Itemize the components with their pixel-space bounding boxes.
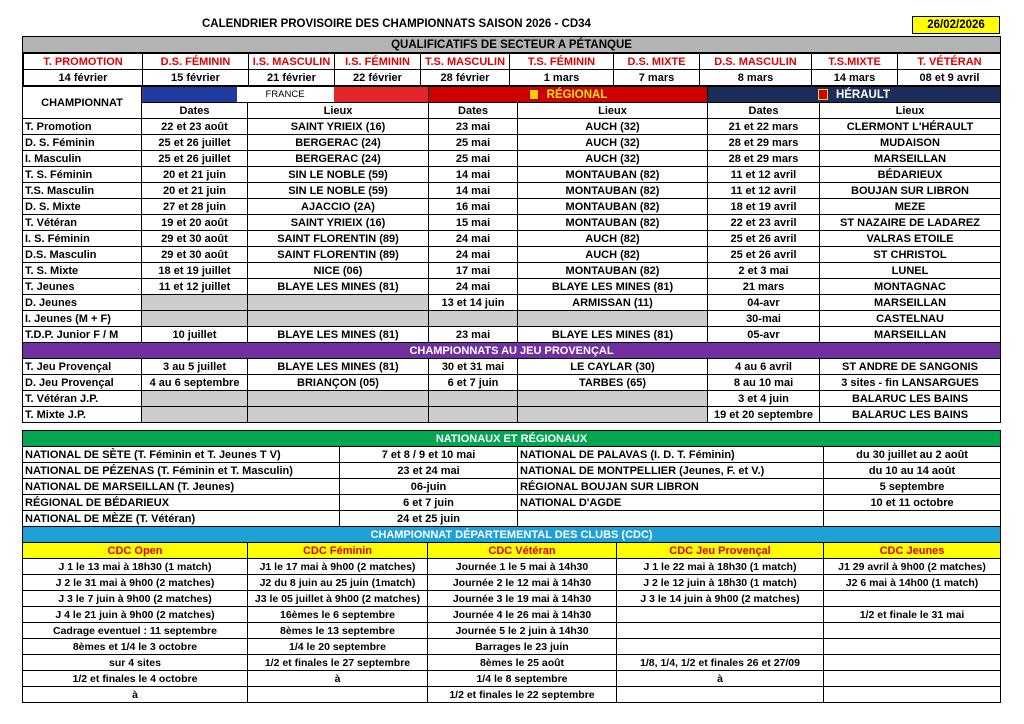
table-row — [23, 183, 1001, 199]
row-label: D. Jeu Provençal — [23, 375, 142, 391]
cdc-cell — [824, 671, 1001, 687]
cdc-cell: Journée 2 le 12 mai à 14h30 — [428, 575, 617, 591]
qualif-label: D.S. MASCULIN — [700, 54, 812, 70]
row-cell: 22 et 23 avril — [708, 215, 820, 231]
row-cell: CLERMONT L'HÉRAULT — [820, 119, 1001, 135]
row-cell: 25 mai — [429, 151, 518, 167]
row-cell: 20 et 21 juin — [142, 167, 248, 183]
row-cell: BLAYE LES MINES (81) — [518, 327, 708, 343]
row-cell: SIN LE NOBLE (59) — [248, 183, 429, 199]
row-label: I. Masculin — [23, 151, 142, 167]
cdc-table — [22, 526, 1001, 703]
cdc-cell: J 4 le 21 juin à 9h00 (2 matches) — [23, 607, 248, 623]
row-cell: 3 sites - fin LANSARGUES — [820, 375, 1001, 391]
row-cell: MUDAISON — [820, 135, 1001, 151]
cdc-cell: J3 le 05 juillet à 9h00 (2 matches) — [248, 591, 428, 607]
qualif-date: 08 et 9 avril — [898, 70, 1001, 86]
cdc-cell: 8èmes et 1/4 le 3 octobre — [23, 639, 248, 655]
row-cell: 13 et 14 juin — [429, 295, 518, 311]
date-badge: 26/02/2026 — [912, 16, 1000, 34]
row-cell — [142, 311, 248, 327]
provencal-title: CHAMPIONNATS AU JEU PROVENÇAL — [23, 343, 1001, 359]
row-cell: SAINT YRIEIX (16) — [248, 119, 429, 135]
table-row — [23, 495, 1001, 511]
row-cell: 21 mars — [708, 279, 820, 295]
cdc-cell: sur 4 sites — [23, 655, 248, 671]
nationaux-cell: NATIONAL DE PÉZENAS (T. Féminin et T. Masculin) — [23, 463, 340, 479]
qualif-date: 1 mars — [510, 70, 614, 86]
row-cell: SAINT FLORENTIN (89) — [248, 247, 429, 263]
row-cell — [248, 311, 429, 327]
row-label: T. Vétéran J.P. — [23, 391, 142, 407]
row-cell: SAINT YRIEIX (16) — [248, 215, 429, 231]
row-cell: AUCH (82) — [518, 231, 708, 247]
cdc-cell: 1/8, 1/4, 1/2 et finales 26 et 27/09 — [617, 655, 824, 671]
row-label: T. Jeu Provençal — [23, 359, 142, 375]
cdc-cell: Cadrage eventuel : 11 septembre — [23, 623, 248, 639]
nationaux-cell: 10 et 11 octobre — [824, 495, 1001, 511]
row-cell: ARMISSAN (11) — [518, 295, 708, 311]
row-cell: 25 et 26 avril — [708, 231, 820, 247]
table-row — [23, 559, 1001, 575]
cdc-cell: Barrages le 23 juin — [428, 639, 617, 655]
nationaux-title: NATIONAUX ET RÉGIONAUX — [23, 431, 1001, 447]
france-header — [142, 87, 429, 103]
nationaux-cell — [824, 511, 1001, 527]
qualif-date: 22 février — [335, 70, 421, 86]
row-cell — [518, 311, 708, 327]
row-cell: SAINT FLORENTIN (89) — [248, 231, 429, 247]
qualif-title: QUALIFICATIFS DE SECTEUR A PÉTANQUE — [23, 37, 1001, 53]
nationaux-cell: du 10 au 14 août — [824, 463, 1001, 479]
row-cell: 3 au 5 juillet — [142, 359, 248, 375]
cdc-cell: J 1 le 13 mai à 18h30 (1 match) — [23, 559, 248, 575]
col-france-dates: Dates — [142, 103, 248, 119]
row-cell: BRIANÇON (05) — [248, 375, 429, 391]
row-cell: AUCH (32) — [518, 119, 708, 135]
qualif-date: 21 février — [249, 70, 335, 86]
cdc-header: CDC Jeu Provençal — [617, 543, 824, 559]
cdc-cell: J 2 le 31 mai à 9h00 (2 matches) — [23, 575, 248, 591]
row-cell: 24 mai — [429, 247, 518, 263]
championnat-label: CHAMPIONNAT — [23, 87, 142, 119]
row-cell: SIN LE NOBLE (59) — [248, 167, 429, 183]
table-row — [23, 279, 1001, 295]
cdc-cell — [824, 623, 1001, 639]
cdc-cell: J 3 le 7 juin à 9h00 (2 matches) — [23, 591, 248, 607]
occitanie-emblem-icon — [529, 89, 539, 100]
row-cell: MONTAUBAN (82) — [518, 199, 708, 215]
nationaux-cell: 23 et 24 mai — [340, 463, 518, 479]
col-herault-lieux: Lieux — [820, 103, 1001, 119]
qualif-strip — [23, 53, 1001, 87]
row-cell: BLAYE LES MINES (81) — [248, 279, 429, 295]
page-title: CALENDRIER PROVISOIRE DES CHAMPIONNATS SAISON 2026 - CD34 — [202, 18, 591, 30]
cdc-cell — [617, 607, 824, 623]
col-regional-lieux: Lieux — [518, 103, 708, 119]
qualif-label: T.S. MASCULIN — [421, 54, 510, 70]
row-cell: BLAYE LES MINES (81) — [518, 279, 708, 295]
cdc-cell: 1/4 le 8 septembre — [428, 671, 617, 687]
table-row — [23, 671, 1001, 687]
row-cell: BÉDARIEUX — [820, 167, 1001, 183]
row-label: I. Jeunes (M + F) — [23, 311, 142, 327]
cdc-header: CDC Féminin — [248, 543, 428, 559]
table-row — [23, 199, 1001, 215]
cdc-cell: J 1 le 22 mai à 18h30 (1 match) — [617, 559, 824, 575]
cdc-cell: 1/4 le 20 septembre — [248, 639, 428, 655]
row-cell — [518, 391, 708, 407]
row-cell: 8 au 10 mai — [708, 375, 820, 391]
cdc-cell — [824, 591, 1001, 607]
row-cell: 23 mai — [429, 327, 518, 343]
nationaux-cell: 06-juin — [340, 479, 518, 495]
row-cell — [248, 407, 429, 423]
qualif-label: I.S. MASCULIN — [249, 54, 335, 70]
row-cell: 30 et 31 mai — [429, 359, 518, 375]
cdc-cell — [824, 655, 1001, 671]
nationaux-cell: RÉGIONAL DE BÉDARIEUX — [23, 495, 340, 511]
row-cell: 24 mai — [429, 279, 518, 295]
row-label: I. S. Féminin — [23, 231, 142, 247]
row-label: T. Promotion — [23, 119, 142, 135]
row-cell — [248, 295, 429, 311]
table-row — [23, 215, 1001, 231]
nationaux-cell: NATIONAL DE MONTPELLIER (Jeunes, F. et V.) — [518, 463, 824, 479]
row-cell: 2 et 3 mai — [708, 263, 820, 279]
row-cell — [142, 391, 248, 407]
cdc-cell: J 2 le 12 juin à 18h30 (1 match) — [617, 575, 824, 591]
row-cell: AUCH (32) — [518, 151, 708, 167]
row-cell — [429, 391, 518, 407]
cdc-cell — [248, 687, 428, 703]
nationaux-cell — [518, 511, 824, 527]
row-cell: 17 mai — [429, 263, 518, 279]
regional-header — [429, 87, 708, 103]
row-cell: 14 mai — [429, 183, 518, 199]
table-row — [23, 263, 1001, 279]
row-cell — [142, 407, 248, 423]
row-cell: BOUJAN SUR LIBRON — [820, 183, 1001, 199]
row-cell: 22 et 23 août — [142, 119, 248, 135]
table-row — [23, 167, 1001, 183]
nationaux-cell: 5 septembre — [824, 479, 1001, 495]
cdc-cell: à — [248, 671, 428, 687]
qualif-date: 7 mars — [614, 70, 700, 86]
nationaux-table — [22, 430, 1001, 527]
qualif-label: I.S. FÉMININ — [335, 54, 421, 70]
table-row — [23, 511, 1001, 527]
nationaux-cell: NATIONAL D'AGDE — [518, 495, 824, 511]
nationaux-cell: du 30 juillet au 2 août — [824, 447, 1001, 463]
row-cell: 05-avr — [708, 327, 820, 343]
cdc-cell: Journée 5 le 2 juin à 14h30 — [428, 623, 617, 639]
row-label: T.D.P. Junior F / M — [23, 327, 142, 343]
row-cell: MARSEILLAN — [820, 295, 1001, 311]
row-cell: 19 et 20 août — [142, 215, 248, 231]
cdc-cell: 8èmes le 25 août — [428, 655, 617, 671]
row-label: T. Vétéran — [23, 215, 142, 231]
row-cell: 24 mai — [429, 231, 518, 247]
cdc-cell: à — [23, 687, 248, 703]
row-cell: MONTAUBAN (82) — [518, 215, 708, 231]
qualif-label: T.S. FÉMININ — [510, 54, 614, 70]
row-cell: LE CAYLAR (30) — [518, 359, 708, 375]
table-row — [23, 327, 1001, 343]
row-cell: 20 et 21 juin — [142, 183, 248, 199]
row-cell: CASTELNAU — [820, 311, 1001, 327]
cdc-cell: J1 le 17 mai à 9h00 (2 matches) — [248, 559, 428, 575]
row-cell: 25 et 26 juillet — [142, 135, 248, 151]
row-cell: 28 et 29 mars — [708, 135, 820, 151]
row-cell: 4 au 6 avril — [708, 359, 820, 375]
row-cell: 28 et 29 mars — [708, 151, 820, 167]
row-cell: ST ANDRE DE SANGONIS — [820, 359, 1001, 375]
row-cell: MONTAUBAN (82) — [518, 167, 708, 183]
row-cell: 25 mai — [429, 135, 518, 151]
table-row — [23, 575, 1001, 591]
qualif-label: D.S. MIXTE — [614, 54, 700, 70]
cdc-cell: Journée 1 le 5 mai à 14h30 — [428, 559, 617, 575]
row-cell: 29 et 30 août — [142, 231, 248, 247]
cdc-cell: Journée 3 le 19 mai à 14h30 — [428, 591, 617, 607]
regional-label: RÉGIONAL — [546, 88, 608, 101]
table-row — [23, 231, 1001, 247]
cdc-cell: J1 29 avril à 9h00 (2 matches) — [824, 559, 1001, 575]
row-cell: 23 mai — [429, 119, 518, 135]
row-cell: 10 juillet — [142, 327, 248, 343]
row-label: D.S. Masculin — [23, 247, 142, 263]
nationaux-cell: NATIONAL DE SÈTE (T. Féminin et T. Jeunes T V) — [23, 447, 340, 463]
cdc-cell: J2 6 mai à 14h00 (1 match) — [824, 575, 1001, 591]
row-cell: AJACCIO (2A) — [248, 199, 429, 215]
table-row — [23, 591, 1001, 607]
cdc-cell — [824, 687, 1001, 703]
header — [22, 16, 1000, 34]
qualif-date: 14 février — [24, 70, 143, 86]
row-label: T.S. Masculin — [23, 183, 142, 199]
table-row — [23, 479, 1001, 495]
table-row — [23, 391, 1001, 407]
france-label: FRANCE — [245, 89, 324, 100]
row-cell: MONTAGNAC — [820, 279, 1001, 295]
table-row — [23, 375, 1001, 391]
row-cell: 21 et 22 mars — [708, 119, 820, 135]
col-france-lieux: Lieux — [248, 103, 429, 119]
herault-header — [708, 87, 1001, 103]
nationaux-cell: NATIONAL DE MARSEILLAN (T. Jeunes) — [23, 479, 340, 495]
cdc-header: CDC Open — [23, 543, 248, 559]
row-cell: 25 et 26 avril — [708, 247, 820, 263]
cdc-cell: 1/2 et finales le 4 octobre — [23, 671, 248, 687]
row-cell: 30-mai — [708, 311, 820, 327]
table-row — [23, 623, 1001, 639]
row-cell: 19 et 20 septembre — [708, 407, 820, 423]
nationaux-cell: NATIONAL DE MÈZE (T. Vétéran) — [23, 511, 340, 527]
cdc-cell: Journée 4 le 26 mai à 14h30 — [428, 607, 617, 623]
herault-emblem-icon — [818, 89, 828, 100]
table-row — [23, 407, 1001, 423]
row-cell: BLAYE LES MINES (81) — [248, 359, 429, 375]
row-cell: 18 et 19 avril — [708, 199, 820, 215]
herault-label: HÉRAULT — [835, 88, 891, 101]
cdc-header: CDC Vétéran — [428, 543, 617, 559]
row-cell — [142, 295, 248, 311]
cdc-cell — [617, 639, 824, 655]
row-cell: BERGERAC (24) — [248, 151, 429, 167]
qualif-label: T. VÉTÉRAN — [898, 54, 1001, 70]
cdc-cell — [617, 687, 824, 703]
table-row — [23, 311, 1001, 327]
table-row — [23, 295, 1001, 311]
cdc-header: CDC Jeunes — [824, 543, 1001, 559]
table-row — [23, 463, 1001, 479]
table-row — [23, 655, 1001, 671]
row-cell: ST CHRISTOL — [820, 247, 1001, 263]
row-cell: LUNEL — [820, 263, 1001, 279]
row-label: T. Jeunes — [23, 279, 142, 295]
row-cell: 11 et 12 juillet — [142, 279, 248, 295]
row-label: D. S. Mixte — [23, 199, 142, 215]
qualif-label: T. PROMOTION — [24, 54, 143, 70]
row-cell: BERGERAC (24) — [248, 135, 429, 151]
row-cell: BALARUC LES BAINS — [820, 407, 1001, 423]
row-cell — [518, 407, 708, 423]
row-cell: 18 et 19 juillet — [142, 263, 248, 279]
row-cell: VALRAS ETOILE — [820, 231, 1001, 247]
nationaux-cell: 7 et 8 / 9 et 10 mai — [340, 447, 518, 463]
row-cell: 3 et 4 juin — [708, 391, 820, 407]
row-label: T. S. Féminin — [23, 167, 142, 183]
nationaux-cell: NATIONAL DE PALAVAS (I. D. T. Féminin) — [518, 447, 824, 463]
row-cell: ST NAZAIRE DE LADAREZ — [820, 215, 1001, 231]
table-row — [23, 119, 1001, 135]
cdc-cell: J 3 le 14 juin à 9h00 (2 matches) — [617, 591, 824, 607]
cdc-title: CHAMPIONNAT DÉPARTEMENTAL DES CLUBS (CDC) — [23, 527, 1001, 543]
row-label: T. S. Mixte — [23, 263, 142, 279]
row-cell: 14 mai — [429, 167, 518, 183]
table-row — [23, 135, 1001, 151]
table-row — [23, 639, 1001, 655]
championships-table — [22, 36, 1001, 423]
table-row — [23, 151, 1001, 167]
col-herault-dates: Dates — [708, 103, 820, 119]
row-cell: NICE (06) — [248, 263, 429, 279]
row-cell — [248, 391, 429, 407]
qualif-date: 28 février — [421, 70, 510, 86]
qualif-date: 14 mars — [812, 70, 898, 86]
cdc-cell: à — [617, 671, 824, 687]
cdc-cell: 1/2 et finales le 27 septembre — [248, 655, 428, 671]
table-row — [23, 359, 1001, 375]
row-cell: MARSEILLAN — [820, 151, 1001, 167]
row-cell: 11 et 12 avril — [708, 183, 820, 199]
row-cell: MARSEILLAN — [820, 327, 1001, 343]
row-cell: 16 mai — [429, 199, 518, 215]
cdc-cell — [617, 623, 824, 639]
cdc-cell: 16èmes le 6 septembre — [248, 607, 428, 623]
row-cell: BALARUC LES BAINS — [820, 391, 1001, 407]
nationaux-cell: 24 et 25 juin — [340, 511, 518, 527]
qualif-date: 8 mars — [700, 70, 812, 86]
row-cell: MEZE — [820, 199, 1001, 215]
row-cell: 6 et 7 juin — [429, 375, 518, 391]
row-cell: 25 et 26 juillet — [142, 151, 248, 167]
row-cell — [429, 407, 518, 423]
qualif-label: T.S.MIXTE — [812, 54, 898, 70]
table-row — [23, 247, 1001, 263]
row-cell: AUCH (32) — [518, 135, 708, 151]
row-cell: MONTAUBAN (82) — [518, 183, 708, 199]
row-label: T. Mixte J.P. — [23, 407, 142, 423]
cdc-cell: 1/2 et finale le 31 mai — [824, 607, 1001, 623]
row-cell: 4 au 6 septembre — [142, 375, 248, 391]
row-cell: 04-avr — [708, 295, 820, 311]
cdc-cell: J2 du 8 juin au 25 juin (1match) — [248, 575, 428, 591]
row-label: D. Jeunes — [23, 295, 142, 311]
cdc-cell: 1/2 et finales le 22 septembre — [428, 687, 617, 703]
col-regional-dates: Dates — [429, 103, 518, 119]
table-row — [23, 687, 1001, 703]
row-cell: AUCH (82) — [518, 247, 708, 263]
row-cell: MONTAUBAN (82) — [518, 263, 708, 279]
row-cell: 15 mai — [429, 215, 518, 231]
row-cell: 27 et 28 juin — [142, 199, 248, 215]
row-cell — [429, 311, 518, 327]
row-label: D. S. Féminin — [23, 135, 142, 151]
nationaux-cell: RÉGIONAL BOUJAN SUR LIBRON — [518, 479, 824, 495]
cdc-cell — [824, 639, 1001, 655]
table-row — [23, 607, 1001, 623]
row-cell: 11 et 12 avril — [708, 167, 820, 183]
row-cell: 29 et 30 août — [142, 247, 248, 263]
qualif-date: 15 février — [143, 70, 249, 86]
row-cell: TARBES (65) — [518, 375, 708, 391]
cdc-cell: 8èmes le 13 septembre — [248, 623, 428, 639]
table-row — [23, 447, 1001, 463]
row-cell: BLAYE LES MINES (81) — [248, 327, 429, 343]
nationaux-cell: 6 et 7 juin — [340, 495, 518, 511]
qualif-label: D.S. FÉMININ — [143, 54, 249, 70]
